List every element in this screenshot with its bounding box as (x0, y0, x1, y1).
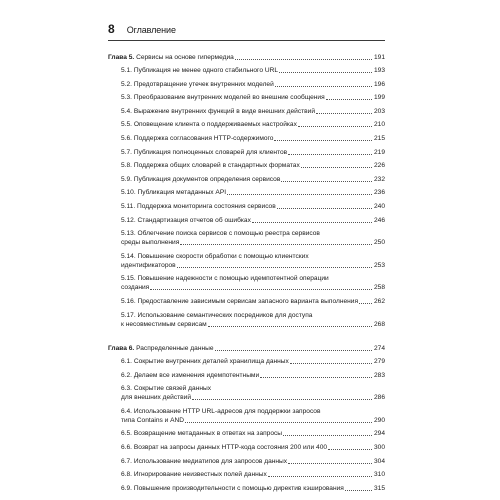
section-page-number: 262 (373, 297, 385, 305)
leader-dots (274, 140, 372, 141)
section-page-number: 199 (373, 94, 385, 102)
leader-dots (328, 449, 372, 450)
leader-dots (279, 72, 372, 73)
toc-section-entry[interactable] (121, 161, 385, 170)
section-title: 5.13. Облегчение поиска сервисов с помощью реестра сервисов среды выполнения (121, 230, 320, 247)
toc-section-entry[interactable] (121, 252, 385, 270)
section-title: 6.7. Использование медиатипов для запросов данных (121, 457, 288, 465)
section-title: 6.8. Игнорирование неизвестных полей данных (121, 471, 267, 479)
toc-section-entry[interactable] (121, 66, 385, 75)
section-page-number: 196 (373, 80, 385, 88)
toc-section-entry[interactable] (121, 120, 385, 129)
section-page-number: 300 (373, 444, 385, 452)
toc-chapter-entry[interactable] (108, 53, 385, 62)
toc-section-entry[interactable] (121, 443, 385, 452)
section-page-number: 279 (373, 358, 385, 366)
toc-section-entry[interactable] (121, 175, 385, 184)
section-page-number: 258 (373, 284, 385, 292)
toc-section-entry[interactable] (121, 357, 385, 366)
section-page-number: 304 (373, 457, 385, 465)
table-of-contents (108, 50, 385, 497)
toc-section-entry[interactable] (121, 148, 385, 157)
chapter-title: Распределенные данные (134, 345, 214, 353)
section-title: 5.9. Публикация документов определения сервисов (121, 175, 281, 183)
section-title: 5.10. Публикация метаданных API (121, 189, 227, 197)
section-page-number: 294 (373, 430, 385, 438)
section-title: 5.16. Предоставление зависимым сервисам запасного варианта выполнения (121, 297, 359, 305)
section-title: 5.11. Поддержка мониторинга состояния сервисов (121, 202, 276, 210)
leader-dots (281, 181, 372, 182)
section-page-number: 193 (373, 67, 385, 74)
toc-section-entry[interactable] (121, 229, 385, 247)
leader-dots (208, 326, 372, 327)
section-title: 5.5. Оповещение клиента о поддерживаемых настройках (121, 121, 297, 129)
section-page-number: 210 (373, 121, 385, 129)
leader-dots (177, 267, 372, 268)
toc-section-entry[interactable] (121, 470, 385, 479)
section-title: 5.4. Выражение внутренних функций в виде внешних действий (121, 107, 316, 115)
leader-dots (288, 463, 372, 464)
running-header (108, 22, 385, 38)
page-number: 8 (108, 22, 115, 36)
section-title: 5.8. Поддержка общих словарей в стандартных форматах (121, 162, 300, 170)
section-page-number: 219 (373, 148, 385, 156)
chapter-gap (108, 333, 385, 341)
leader-dots (260, 377, 372, 378)
toc-section-entry[interactable] (121, 107, 385, 116)
section-page-number: 236 (373, 189, 385, 197)
leader-dots (275, 86, 372, 87)
section-page-number: 203 (373, 107, 385, 115)
leader-dots (227, 194, 372, 195)
toc-section-entry[interactable] (121, 274, 385, 292)
chapter-heading (108, 53, 385, 62)
section-title: 6.5. Возвращение метаданных в ответах на запросы (121, 430, 283, 438)
section-title: 5.17. Использование семантических посредников для доступа к несовместимым сервисам (121, 311, 313, 328)
section-page-number: 232 (373, 175, 385, 183)
toc-section-entry[interactable] (121, 384, 385, 402)
section-title: 5.6. Поддержка согласования HTTP-содержимого (121, 134, 274, 142)
chapter-heading (108, 344, 385, 353)
leader-dots (298, 126, 372, 127)
section-page-number: 286 (373, 394, 385, 402)
leader-dots (150, 289, 372, 290)
leader-dots (235, 59, 372, 60)
section-title: 5.2. Предотвращение утечек внутренних моделей (121, 80, 274, 88)
toc-section-entry[interactable] (121, 80, 385, 89)
leader-dots (345, 490, 372, 491)
leader-dots (301, 167, 372, 168)
section-page-number: 283 (373, 371, 385, 379)
leader-dots (359, 303, 372, 304)
toc-section-entry[interactable] (121, 457, 385, 466)
leader-dots (290, 363, 372, 364)
chapter-label: Глава 6. (108, 345, 135, 353)
section-title: 5.14. Повышение скорости обработки с помощью клиентских идентификаторов (121, 252, 309, 269)
section-title: 5.7. Публикация полноценных словарей для клиентов (121, 148, 288, 156)
section-title: 6.1. Сокрытие внутренних деталей хранилища данных (121, 358, 289, 366)
leader-dots (192, 399, 372, 400)
section-page-number: 253 (373, 261, 385, 269)
section-page-number: 246 (373, 216, 385, 224)
section-title: 6.6. Возврат на запросы данных HTTP-кода состояния 200 или 400 (121, 444, 328, 452)
section-title: 6.4. Использование HTTP URL-адресов для поддержки запросов типа Contains и AND (121, 407, 321, 424)
section-page-number: 215 (373, 134, 385, 142)
toc-section-entry[interactable] (121, 93, 385, 102)
header-rule (108, 40, 385, 41)
section-page-number: 310 (373, 471, 385, 479)
toc-section-entry[interactable] (121, 407, 385, 425)
leader-dots (268, 476, 372, 477)
running-title: Оглавление (126, 25, 176, 35)
leader-dots (185, 422, 372, 423)
leader-dots (252, 222, 372, 223)
toc-section-entry[interactable] (121, 297, 385, 306)
section-page-number: 226 (373, 162, 385, 170)
section-page-number: 315 (373, 484, 385, 492)
section-title: 5.15. Повышение надежности с помощью идемпотентной операции создания (121, 275, 329, 292)
chapter-page-number: 274 (373, 345, 385, 353)
section-page-number: 268 (373, 320, 385, 328)
section-page-number: 290 (373, 416, 385, 424)
section-page-number: 250 (373, 239, 385, 247)
leader-dots (215, 350, 372, 351)
section-title: 6.9. Повышение производительности с помощью директив кэширования (121, 484, 344, 492)
section-title: 6.3. Сокрытие связей данных для внешних действий (121, 385, 212, 402)
section-title: 5.1. Публикация не менее одного стабильного URL (121, 67, 279, 74)
section-page-number: 240 (373, 202, 385, 210)
toc-section-entry[interactable] (121, 371, 385, 380)
leader-dots (326, 99, 372, 100)
leader-dots (277, 208, 372, 209)
leader-dots (180, 244, 372, 245)
leader-dots (283, 435, 372, 436)
toc-section-entry[interactable] (121, 484, 385, 493)
toc-section-entry[interactable] (121, 311, 385, 329)
toc-section-entry[interactable] (121, 216, 385, 225)
leader-dots (288, 154, 372, 155)
chapter-label: Глава 5. (108, 54, 135, 61)
toc-section-entry[interactable] (121, 134, 385, 143)
leader-dots (316, 113, 372, 114)
section-title: 6.2. Делаем все изменения идемпотентными (121, 371, 260, 379)
section-title: 5.12. Стандартизация отчетов об ошибках (121, 216, 251, 224)
toc-section-entry[interactable] (121, 188, 385, 197)
chapter-page-number: 191 (373, 54, 385, 61)
toc-chapter-entry[interactable] (108, 344, 385, 353)
toc-section-entry[interactable] (121, 429, 385, 438)
toc-section-entry[interactable] (121, 202, 385, 211)
section-title: 5.3. Преобразование внутренних моделей во внешние сообщения (121, 94, 325, 102)
chapter-title: Сервисы на основе гипермедиа (134, 54, 234, 61)
